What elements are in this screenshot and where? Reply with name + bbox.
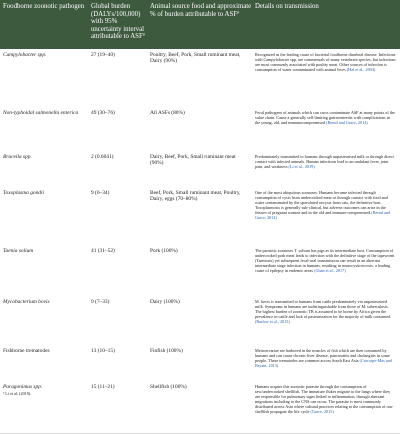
- header-pathogen: Foodborne zoonotic pathogen: [3, 3, 85, 10]
- citation-link[interactable]: (Bernd and Grace, 2014): [255, 210, 391, 221]
- burden-cell: 41 (31–52): [91, 248, 115, 254]
- details-text: Metacercariae are harbored in the muscles of fish which are then consumed by humans and can cause chronic liver disease, pancreatitis and cholangitis in some people. These trematodes are common across South East Asia: [255, 348, 390, 364]
- details-text: M. bovis is transmitted to humans from cattle predominately via unpasteurized milk. Symptoms in humans are indistinguishable from those of M. tuberculosis. The highest burden of zoonotic TB is assumed to be borne by Africa given the prevalence in cattle and lack of pasteurization for the majority of milk consumed: [255, 299, 391, 320]
- pathogen-cell: Toxoplasma gondii: [3, 190, 44, 196]
- burden-cell: 15 (11–21): [91, 384, 115, 390]
- table-row: [0, 245, 400, 297]
- citation-link[interactable]: (Hal et al., 2004): [346, 67, 376, 73]
- burden-cell: 9 (6–34): [91, 190, 110, 196]
- table-row: [0, 151, 400, 188]
- details-text: One of the most ubiquitous zoonoses. Humans become infected through consumption of cysts from undercooked meat or through contact with food and water contaminated by the sporulated oocysts from cats, the definitive host. Toxoplasmosis is generally sub-clinical, but adverse outcomes can arise in the fetuses of pregnant women and in the old and immune-compromised: [255, 190, 388, 216]
- source-cell: Beef, Pork, Small ruminant meat, Poultry, Dairy, eggs (70–80%): [150, 190, 241, 203]
- details-text: The parasitic zoonoses T. solium has pigs as its intermediate host. Consumption of undercooked pork meat leads to infection with the definitive stage of the tapeworm (Taeniosis) yet subsequent fecal-oral transmission can result in an aberrant intermediate stage infection in humans, resulting in neurocysticercosis, a leading cause of epilepsy in endemic areas: [255, 248, 395, 274]
- header-animal-source-food: Animal source food and approximate % of burden attributable to ASFª: [150, 3, 252, 18]
- burden-cell: 2 (0.6041): [91, 154, 114, 160]
- details-cell: [255, 52, 396, 72]
- details-cell: [255, 248, 396, 273]
- citation-link[interactable]: (Barlow et al., 2015): [255, 319, 290, 325]
- pathogen-cell: Paragonimus spp.: [3, 384, 43, 390]
- pathogen-cell: Campylobacter spp.: [3, 52, 47, 58]
- citation-link[interactable]: (Ghan et al., 2017): [314, 268, 346, 274]
- table-row: [0, 107, 400, 152]
- source-cell: Dairy, Beef, Pork, Small ruminant meat (90%): [150, 154, 236, 167]
- table-row: [0, 381, 400, 434]
- source-cell: Shellfish (100%): [150, 384, 187, 390]
- details-text: Recognized as the leading cause of bacterial foodborne diarrheal disease. Infections with Campylobacter spp. are commensals of many vertebrate species, but infections are most commonly associated with poultry meat. Other sources of infection is consumption of water contaminated with animal feces: [255, 52, 396, 73]
- source-cell: Finfish (100%): [150, 348, 183, 354]
- citation-link[interactable]: (Li et al., 2019): [288, 164, 315, 170]
- details-cell: [255, 348, 396, 368]
- pathogen-cell: Fishborne trematodes: [3, 348, 50, 354]
- table-row: [0, 296, 400, 346]
- burden-cell: 49 (30–76): [91, 110, 115, 116]
- pathogen-cell: Brucella spp.: [3, 154, 32, 160]
- citation-link[interactable]: (Bernd and Grace, 2014): [326, 120, 368, 126]
- pathogen-cell: Non-typhoidal salmonella enterica: [3, 110, 79, 116]
- source-cell: Dairy (100%): [150, 299, 180, 305]
- details-text: Predominately transmitted to humans through unpasteurised milk or through direct contact with infected animals. Human infections lead to an undulant fever, joint pain, and weakness: [255, 154, 394, 170]
- header-details: Details on transmission: [255, 3, 319, 10]
- details-cell: [255, 384, 396, 414]
- details-cell: [255, 299, 396, 324]
- burden-cell: 13 (10–15): [91, 348, 115, 354]
- burden-cell: 9 (7–33): [91, 299, 110, 305]
- details-text: Fecal pathogens of animals which can cross contaminate ASF at many points of the value chain. Cause a generally self-limiting gastroenteritis with complications in the young, old, and immunocompromised: [255, 110, 395, 126]
- header-global-burden: Global burden (DALYs/100,000) with 95% uncertainty interval attributable to ASFª: [91, 3, 145, 41]
- table-row: [0, 345, 400, 382]
- table-row: [0, 187, 400, 246]
- citation-link[interactable]: (Carcoipe-Mas and Bryant, 2013): [255, 358, 392, 369]
- citation-link[interactable]: (Grace, 2015): [310, 409, 334, 415]
- table-footnote: ª Li et al. (2019).: [3, 391, 32, 396]
- table-header: [0, 0, 400, 49]
- pathogen-cell: Mycobacterium bovis: [3, 299, 50, 305]
- details-text: Humans acquire this zoonotic parasite through the consumption of raw/undercooked shellfish. The immature flukes migrate to the lungs where they are responsible for pulmonary signs linked to inflammation, through aberrant migrations including to the CNS can occur. The parasite is most commonly distributed across Asia where cultural practices relating to the consumption of raw shellfish propagate the life cycle: [255, 384, 393, 415]
- details-cell: [255, 190, 396, 220]
- pathogen-cell: Taenia solium: [3, 248, 34, 254]
- source-cell: All ASFs (80%): [150, 110, 185, 116]
- details-cell: [255, 154, 396, 169]
- source-cell: Pork (100%): [150, 248, 178, 254]
- burden-cell: 27 (19–40): [91, 52, 115, 58]
- table-row: [0, 49, 400, 108]
- details-cell: [255, 110, 396, 125]
- source-cell: Poultry, Beef, Pork, Small ruminant meat, Dairy (90%): [150, 52, 241, 65]
